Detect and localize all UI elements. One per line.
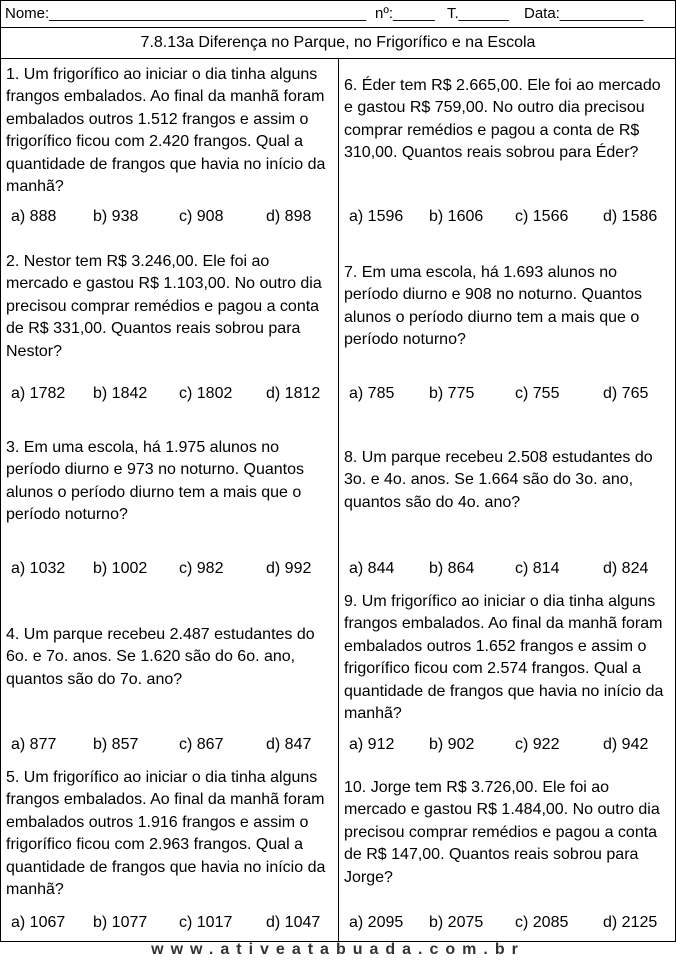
option-9b: b) 902 [429,736,475,753]
option-8c: c) 814 [515,560,560,577]
question-10: 10. Jorge tem R$ 3.726,00. Ele foi ao mercado e gastou R$ 1.484,00. No outro dia precisou comprar remédios e pagou a conta de R$ 147,00. Quantos reais sobrou para Jorge? [344,779,660,886]
name-field: Nome:______________________________________ [5,5,367,22]
question-2: 2. Nestor tem R$ 3.246,00. Ele foi ao mercado e gastou R$ 1.103,00. No outro dia precisou comprar remédios e pagou a conta de R$ 331,00. Quantos reais sobrou para Nestor? [6,253,322,360]
option-8b: b) 864 [429,560,475,577]
question-3: 3. Em uma escola, há 1.975 alunos no período diurno e 973 no noturno. Quantos alunos o período diurno tem a mais que o período noturno? [6,439,304,524]
option-10d: d) 2125 [603,914,658,931]
option-9d: d) 942 [603,736,649,753]
option-6d: d) 1586 [603,208,658,225]
option-8d: d) 824 [603,560,649,577]
option-5c: c) 1017 [179,914,233,931]
option-5b: b) 1077 [93,914,148,931]
option-7a: a) 785 [349,385,395,402]
question-8: 8. Um parque recebeu 2.508 estudantes do 3o. e 4o. anos. Se 1.664 são do 3o. ano, quantos são do 4o. ano? [344,449,653,511]
option-1b: b) 938 [93,208,139,225]
option-6c: c) 1566 [515,208,569,225]
option-7c: c) 755 [515,385,560,402]
option-5a: a) 1067 [11,914,66,931]
option-1a: a) 888 [11,208,57,225]
option-4c: c) 867 [179,736,224,753]
option-4d: d) 847 [266,736,312,753]
question-4: 4. Um parque recebeu 2.487 estudantes do 6o. e 7o. anos. Se 1.620 são do 6o. ano, quantos são do 7o. ano? [6,626,315,688]
option-8a: a) 844 [349,560,395,577]
option-3a: a) 1032 [11,560,66,577]
option-3c: c) 982 [179,560,224,577]
option-10c: c) 2085 [515,914,569,931]
number-field: nº:_____ [375,5,435,22]
student-info-header [1,1,675,28]
option-4b: b) 857 [93,736,139,753]
option-7d: d) 765 [603,385,649,402]
worksheet-title: 7.8.13a Diferença no Parque, no Frigorífico e na Escola [1,28,675,59]
question-9: 9. Um frigorífico ao iniciar o dia tinha alguns frangos embalados. Ao final da manhã foram embalados outros 1.652 frangos e assim o frigorífico ficou com 2.574 frangos. Qual a quantidade de frangos que havia no início da manhã? [344,593,664,723]
option-6b: b) 1606 [429,208,484,225]
question-7: 7. Em uma escola, há 1.693 alunos no período diurno e 908 no noturno. Quantos alunos o período diurno tem a mais que o período noturno? [344,264,642,349]
question-6: 6. Éder tem R$ 2.665,00. Ele foi ao mercado e gastou R$ 759,00. No outro dia precisou comprar remédios e pagou a conta de R$ 310,00. Quantos reais sobrou para Éder? [344,77,661,162]
option-2c: c) 1802 [179,385,233,402]
option-5d: d) 1047 [266,914,321,931]
question-1: 1. Um frigorífico ao iniciar o dia tinha alguns frangos embalados. Ao final da manhã foram embalados outros 1.512 frangos e assim o frigorífico ficou com 2.420 frangos. Qual a quantidade de frangos que havia no início da manhã? [6,66,326,196]
option-2d: d) 1812 [266,385,321,402]
date-field: Data:__________ [524,5,644,22]
option-10a: a) 2095 [349,914,404,931]
option-4a: a) 877 [11,736,57,753]
option-1d: d) 898 [266,208,312,225]
option-6a: a) 1596 [349,208,404,225]
question-5: 5. Um frigorífico ao iniciar o dia tinha alguns frangos embalados. Ao final da manhã foram embalados outros 1.916 frangos e assim o frigorífico ficou com 2.963 frangos. Qual a quantidade de frangos que havia no início da manhã? [6,769,326,899]
class-field: T.______ [447,5,509,22]
option-10b: b) 2075 [429,914,484,931]
option-7b: b) 775 [429,385,475,402]
option-2b: b) 1842 [93,385,148,402]
option-3d: d) 992 [266,560,312,577]
option-9a: a) 912 [349,736,395,753]
option-3b: b) 1002 [93,560,148,577]
website-footer: www.ativeatabuada.com.br [151,941,525,958]
option-9c: c) 922 [515,736,560,753]
option-2a: a) 1782 [11,385,66,402]
column-divider [338,59,339,941]
option-1c: c) 908 [179,208,224,225]
